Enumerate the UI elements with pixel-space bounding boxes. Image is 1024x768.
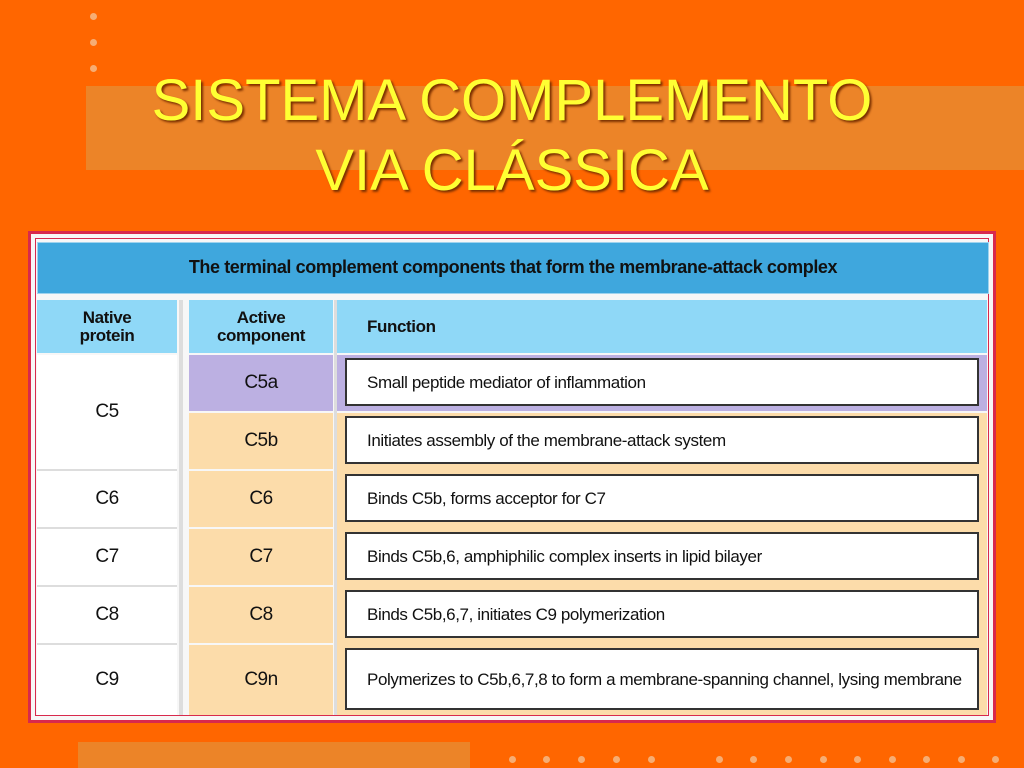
- native-label: C5: [95, 401, 119, 422]
- function-text: Binds C5b,6, amphiphilic complex inserts in lipid bilayer: [367, 546, 762, 566]
- table-cell-native: [37, 355, 177, 469]
- table-cell-active: [189, 413, 333, 469]
- native-label: C8: [95, 604, 119, 625]
- function-cell: [345, 474, 979, 522]
- slide-title: [0, 66, 1024, 206]
- table-cell-native: [37, 587, 177, 643]
- decor-dot: [923, 756, 930, 763]
- active-label: C9n: [244, 669, 278, 690]
- decor-dot: [854, 756, 861, 763]
- bottom-band: [78, 742, 470, 768]
- function-text: Binds C5b, forms acceptor for C7: [367, 488, 606, 508]
- title-line-2: VIA CLÁSSICA: [315, 138, 709, 203]
- active-label: C6: [249, 488, 273, 509]
- table-caption-bar: [37, 242, 989, 294]
- active-label: C5b: [244, 430, 278, 451]
- table-caption: The terminal complement components that form the membrane-attack complex: [188, 257, 838, 277]
- active-label: C5a: [244, 372, 278, 393]
- table-cell-active: [189, 587, 333, 643]
- function-cell: [345, 416, 979, 464]
- decor-dot: [820, 756, 827, 763]
- function-cell: [345, 648, 979, 710]
- column-header-native-label: Native protein: [79, 307, 135, 345]
- complement-table: [28, 231, 996, 723]
- function-text: Small peptide mediator of inflammation: [367, 372, 646, 392]
- native-label: C6: [95, 488, 119, 509]
- decor-dot: [578, 756, 585, 763]
- function-cell: [345, 590, 979, 638]
- table-cell-native: [37, 645, 177, 715]
- active-label: C7: [249, 546, 273, 567]
- active-label: C8: [249, 604, 273, 625]
- function-text: Polymerizes to C5b,6,7,8 to form a membrane-spanning channel, lysing membrane: [367, 669, 962, 689]
- decor-dot: [958, 756, 965, 763]
- column-header-active-label: Active component: [216, 307, 305, 345]
- table-cell-active: [189, 355, 333, 411]
- decor-dot: [648, 756, 655, 763]
- decor-dot: [90, 13, 97, 20]
- native-label: C9: [95, 669, 119, 690]
- decor-dot: [716, 756, 723, 763]
- title-line-1: SISTEMA COMPLEMENTO: [151, 68, 873, 133]
- function-cell: [345, 358, 979, 406]
- decor-dot: [992, 756, 999, 763]
- table-cell-active: [189, 471, 333, 527]
- decor-dot: [889, 756, 896, 763]
- decor-dot: [543, 756, 550, 763]
- decor-dot: [785, 756, 792, 763]
- decor-dot: [613, 756, 620, 763]
- table-cell-native: [37, 471, 177, 527]
- table-cell-active: [189, 529, 333, 585]
- table-cell-active: [189, 645, 333, 715]
- native-label: C7: [95, 546, 119, 567]
- column-header-native: [37, 300, 177, 353]
- column-header-active: [189, 300, 333, 353]
- column-header-function-label: Function: [367, 316, 436, 336]
- function-text: Initiates assembly of the membrane-attack system: [367, 430, 726, 450]
- column-separator: [179, 300, 183, 715]
- function-cell: [345, 532, 979, 580]
- decor-dot: [509, 756, 516, 763]
- decor-dot: [90, 39, 97, 46]
- function-text: Binds C5b,6,7, initiates C9 polymerization: [367, 604, 665, 624]
- decor-dot: [750, 756, 757, 763]
- table-cell-native: [37, 529, 177, 585]
- column-header-function: [337, 300, 987, 353]
